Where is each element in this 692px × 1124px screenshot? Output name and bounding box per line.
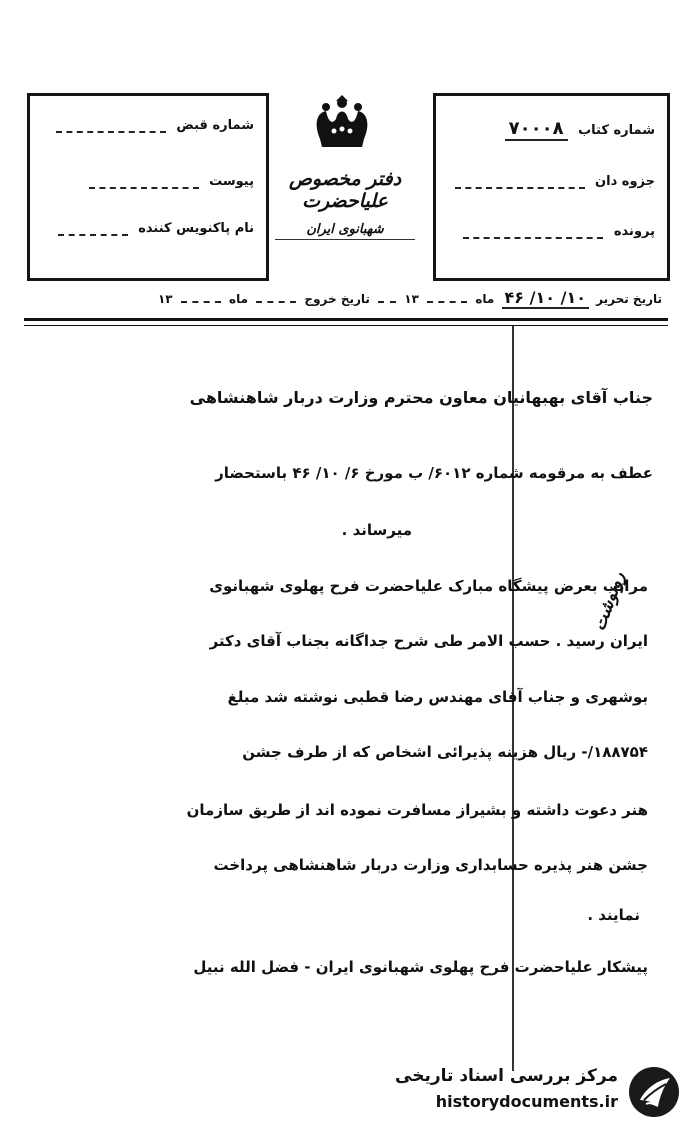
attachment-label: پیوست — [209, 174, 254, 189]
receipt-number-line — [56, 121, 166, 133]
exit-month-label: ماه — [229, 291, 249, 306]
archive-watermark — [395, 1062, 684, 1120]
copyist-field — [42, 221, 254, 243]
folder-line — [455, 177, 585, 189]
copyist-label: نام پاکنویس کننده — [138, 221, 254, 236]
exit-date-label: تاریخ خروج — [304, 291, 370, 306]
date-gap-line — [378, 295, 396, 303]
header-left-box — [27, 93, 269, 281]
written-year-prefix: ۱۳ — [404, 291, 419, 306]
body-line: عطف به مرقومه شماره ۶۰۱۲/ ب مورخ ۶/ ۱۰/ ۴۶ باستحضار — [215, 464, 653, 482]
copyist-line — [58, 224, 128, 236]
written-month-label: ماه — [475, 291, 495, 306]
body-line: هنر دعوت داشته و بشیراز مسافرت نموده اند از طریق سازمان — [186, 801, 648, 819]
crown-emblem — [292, 95, 392, 155]
watermark-title: مرکز بررسی اسناد تاریخی — [395, 1066, 618, 1086]
letter-number-field — [448, 118, 655, 140]
folder-label: جزوه دان — [595, 174, 655, 189]
salutation-line: جناب آقای بهبهانیان معاون محترم وزارت دربار شاهنشاهی — [189, 388, 653, 407]
header-rule-thin — [24, 325, 668, 326]
attachment-line — [89, 177, 199, 189]
written-date-label: تاریخ تحریر — [596, 291, 662, 306]
header-rule-thick — [24, 318, 668, 321]
body-line: میرساند . — [341, 521, 412, 539]
body-line: مراتب بعرض پیشگاه مبارک علیاحضرت فرح پهلوی شهبانوی — [209, 577, 648, 595]
attachment-field — [42, 174, 254, 196]
watermark-url: historydocuments.ir — [435, 1092, 618, 1111]
receipt-number-field — [42, 118, 254, 140]
body-line: ایران رسید . حسب الامر طی شرح جداگانه بجناب آقای دکتر — [209, 632, 648, 650]
body-line: جشن هنر پذیره حسابداری وزارت دربار شاهنشاهی پرداخت — [213, 856, 648, 874]
body-line: نمایند . — [587, 906, 640, 924]
body-line: ۱۸۸۷۵۴/- ریال هزینه پذیرائی اشخاص که از طرف جشن — [242, 743, 648, 761]
written-date-value: ۱۰/ ۱۰/ ۴۶ — [502, 288, 589, 309]
office-subtitle: شهبانوی ایران — [275, 222, 415, 240]
file-field — [448, 224, 655, 246]
exit-year-prefix: ۱۳ — [157, 291, 173, 306]
handwritten-margin-note: رونوشت — [589, 569, 629, 634]
archive-logo-icon — [628, 1066, 680, 1118]
exit-month-line — [181, 295, 221, 303]
header-right-box — [433, 93, 670, 281]
receipt-number-label: شماره قبض — [176, 118, 254, 133]
folder-field — [448, 174, 655, 196]
office-title: دفتر مخصوص علیاحضرت — [288, 168, 402, 212]
signature-line: پیشکار علیاحضرت فرح پهلوی شهبانوی ایران - فضل الله نبیل — [193, 958, 648, 976]
date-row — [30, 288, 662, 310]
file-line — [463, 227, 603, 239]
exit-date-line — [256, 295, 296, 303]
written-month-line — [427, 295, 467, 303]
body-line: بوشهری و جناب آقای مهندس رضا قطبی نوشته شد مبلغ — [227, 688, 648, 706]
letter-number-value: ۷۰۰۰۸ — [505, 118, 568, 141]
letter-number-label: شماره کتاب — [578, 123, 655, 138]
file-label: پرونده — [613, 224, 655, 239]
